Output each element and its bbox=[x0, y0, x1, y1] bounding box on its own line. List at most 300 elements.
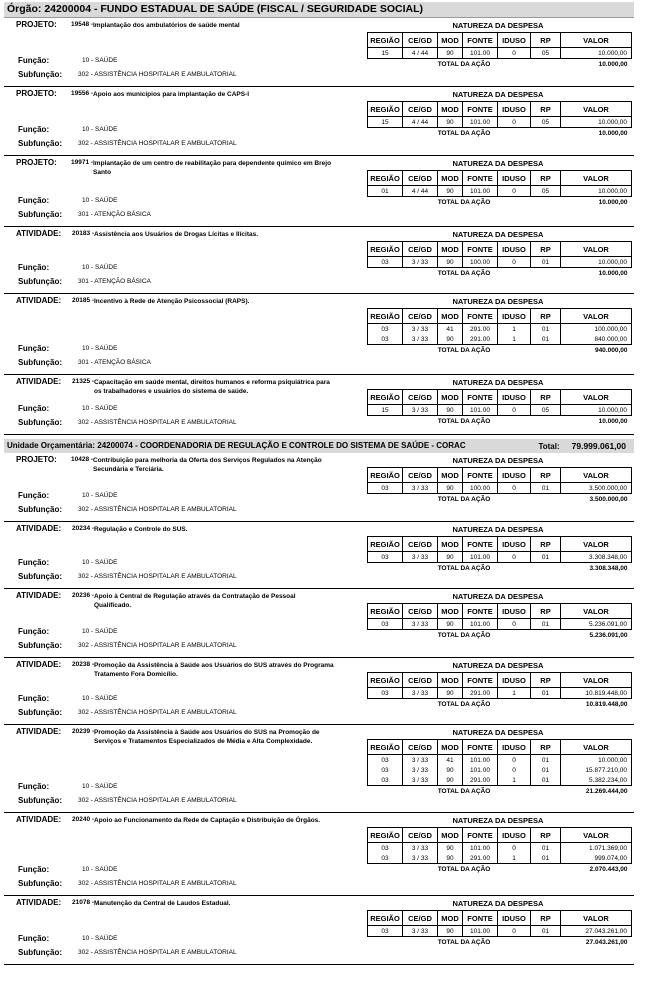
table-cell: 15 bbox=[368, 48, 403, 59]
unidade-label: Unidade Orçamentária: 24200074 - COORDENADORIA DE REGULAÇÃO E CONTROLE DO SISTEMA DE SAÚDE - CORAC bbox=[7, 441, 466, 450]
column-header-mod: MOD bbox=[438, 911, 463, 926]
funcao-label: Função: bbox=[18, 404, 50, 413]
total-row bbox=[368, 128, 632, 139]
table-cell: 03 bbox=[368, 324, 403, 335]
table-cell: 05 bbox=[531, 405, 561, 416]
total-acao-value: 3.500.000,00 bbox=[561, 494, 632, 505]
funcao-value: 10 - SAÚDE bbox=[82, 345, 118, 352]
subfuncao-value: 302 - ASSISTÊNCIA HOSPITALAR E AMBULATORIAL bbox=[78, 709, 237, 716]
subfuncao-value: 301 - ATENÇÃO BÁSICA bbox=[78, 359, 151, 366]
table-cell: 101.00 bbox=[463, 117, 498, 128]
column-header-ce-gd: CE/GD bbox=[403, 242, 438, 257]
funcao-value: 10 - SAÚDE bbox=[82, 197, 118, 204]
table-cell: 90 bbox=[438, 765, 463, 775]
table-cell: 3 / 33 bbox=[403, 843, 438, 854]
total-acao-label: TOTAL DA AÇÃO bbox=[368, 128, 561, 139]
total-row bbox=[368, 786, 632, 797]
action-description: Promoção da Assistência à Saúde aos Usuários do SUS na Promoção de Serviços e Tratamentos Especializados de Média e Alta Complexidade. bbox=[94, 729, 320, 745]
total-acao-value: 21.269.444,00 bbox=[561, 786, 632, 797]
natureza-da-despesa-title: NATUREZA DA DESPESA bbox=[452, 592, 544, 601]
table-cell: 10.000,00 bbox=[561, 48, 632, 59]
action-block bbox=[4, 87, 634, 156]
total-acao-value: 10.000,00 bbox=[561, 197, 632, 208]
table-cell: 101.00 bbox=[463, 186, 498, 197]
total-row bbox=[368, 416, 632, 427]
funcao-value: 10 - SAÚDE bbox=[82, 559, 118, 566]
subfuncao-value: 302 - ASSISTÊNCIA HOSPITALAR E AMBULATORIAL bbox=[78, 419, 237, 426]
funcao-label: Função: bbox=[18, 934, 50, 943]
action-description: Manutenção da Central de Laudos Estadual. bbox=[94, 900, 231, 907]
total-acao-value: 5.236.091,00 bbox=[561, 630, 632, 641]
action-kind-label: ATIVIDADE: bbox=[16, 296, 62, 305]
table-cell: 0 bbox=[498, 117, 531, 128]
table-cell: 10.000,00 bbox=[561, 755, 632, 766]
table-cell: 10.000,00 bbox=[561, 405, 632, 416]
natureza-table bbox=[367, 101, 632, 138]
action-description: Apoio aos municípios para implantação de CAPS-I bbox=[93, 91, 250, 98]
table-cell: 100.00 bbox=[463, 257, 498, 268]
funcao-label: Função: bbox=[18, 344, 50, 353]
table-cell: 03 bbox=[368, 765, 403, 775]
table-cell: 3 / 33 bbox=[403, 257, 438, 268]
subfuncao-value: 302 - ASSISTÊNCIA HOSPITALAR E AMBULATORIAL bbox=[78, 797, 237, 804]
table-row bbox=[368, 48, 632, 59]
column-header-iduso: IDUSO bbox=[498, 911, 531, 926]
action-kind-label: PROJETO: bbox=[16, 158, 57, 167]
action-description: Promoção da Assistência à Saúde aos Usuários do SUS através do Programa Tratamento Fora Domicílio. bbox=[94, 662, 334, 678]
natureza-da-despesa-title: NATUREZA DA DESPESA bbox=[452, 297, 544, 306]
table-cell: 90 bbox=[438, 688, 463, 699]
column-header-rp: RP bbox=[531, 911, 561, 926]
action-description: Incentivo à Rede de Atenção Psicossocial (RAPS). bbox=[94, 298, 250, 305]
action-code: 20240 - bbox=[72, 816, 95, 823]
table-cell: 3 / 33 bbox=[403, 619, 438, 630]
table-cell: 01 bbox=[531, 334, 561, 345]
table-row bbox=[368, 853, 632, 864]
natureza-da-despesa-title: NATUREZA DA DESPESA bbox=[452, 230, 544, 239]
table-cell: 0 bbox=[498, 552, 531, 563]
column-header-iduso: IDUSO bbox=[498, 33, 531, 48]
total-acao-value: 27.043.261,00 bbox=[561, 937, 632, 948]
table-cell: 3 / 33 bbox=[403, 853, 438, 864]
table-cell: 01 bbox=[531, 843, 561, 854]
action-kind-label: ATIVIDADE: bbox=[16, 377, 62, 386]
table-cell: 3.308.348,00 bbox=[561, 552, 632, 563]
total-acao-label: TOTAL DA AÇÃO bbox=[368, 416, 561, 427]
table-cell: 100.000,00 bbox=[561, 324, 632, 335]
action-kind-label: PROJETO: bbox=[16, 455, 57, 464]
column-header-mod: MOD bbox=[438, 828, 463, 843]
column-header-ce-gd: CE/GD bbox=[403, 102, 438, 117]
column-header-rp: RP bbox=[531, 33, 561, 48]
column-header-valor: VALOR bbox=[561, 242, 632, 257]
column-header-valor: VALOR bbox=[561, 740, 632, 755]
table-cell: 90 bbox=[438, 257, 463, 268]
subfuncao-label: Subfunção: bbox=[18, 210, 62, 219]
column-header-rp: RP bbox=[531, 242, 561, 257]
total-row bbox=[368, 699, 632, 710]
column-header-regiao: REGIÃO bbox=[368, 309, 403, 324]
column-header-fonte: FONTE bbox=[463, 102, 498, 117]
table-cell: 0 bbox=[498, 48, 531, 59]
table-row bbox=[368, 334, 632, 345]
natureza-da-despesa-title: NATUREZA DA DESPESA bbox=[452, 21, 544, 30]
table-cell: 03 bbox=[368, 257, 403, 268]
subfuncao-value: 302 - ASSISTÊNCIA HOSPITALAR E AMBULATORIAL bbox=[78, 506, 237, 513]
action-kind-label: PROJETO: bbox=[16, 20, 57, 29]
action-kind-label: ATIVIDADE: bbox=[16, 524, 62, 533]
table-cell: 90 bbox=[438, 483, 463, 494]
table-cell: 03 bbox=[368, 853, 403, 864]
table-row bbox=[368, 775, 632, 786]
column-header-rp: RP bbox=[531, 673, 561, 688]
table-cell: 03 bbox=[368, 619, 403, 630]
column-header-rp: RP bbox=[531, 102, 561, 117]
subfuncao-value: 302 - ASSISTÊNCIA HOSPITALAR E AMBULATORIAL bbox=[78, 880, 237, 887]
funcao-label: Função: bbox=[18, 782, 50, 791]
action-kind-label: PROJETO: bbox=[16, 89, 57, 98]
table-cell: 3 / 33 bbox=[403, 688, 438, 699]
subfuncao-label: Subfunção: bbox=[18, 358, 62, 367]
natureza-table bbox=[367, 389, 632, 426]
action-block bbox=[4, 725, 634, 813]
column-header-fonte: FONTE bbox=[463, 468, 498, 483]
natureza-da-despesa-title: NATUREZA DA DESPESA bbox=[452, 728, 544, 737]
subfuncao-label: Subfunção: bbox=[18, 418, 62, 427]
table-cell: 1 bbox=[498, 334, 531, 345]
table-cell: 90 bbox=[438, 926, 463, 937]
column-header-rp: RP bbox=[531, 171, 561, 186]
column-header-regiao: REGIÃO bbox=[368, 390, 403, 405]
table-row bbox=[368, 843, 632, 854]
column-header-rp: RP bbox=[531, 309, 561, 324]
table-row bbox=[368, 619, 632, 630]
column-header-iduso: IDUSO bbox=[498, 673, 531, 688]
table-cell: 90 bbox=[438, 186, 463, 197]
table-cell: 01 bbox=[531, 755, 561, 766]
table-cell: 0 bbox=[498, 186, 531, 197]
table-cell: 291.00 bbox=[463, 324, 498, 335]
table-cell: 1 bbox=[498, 324, 531, 335]
funcao-label: Função: bbox=[18, 865, 50, 874]
total-acao-label: TOTAL DA AÇÃO bbox=[368, 59, 561, 70]
column-header-valor: VALOR bbox=[561, 390, 632, 405]
table-cell: 01 bbox=[531, 324, 561, 335]
natureza-table bbox=[367, 308, 632, 355]
column-header-regiao: REGIÃO bbox=[368, 740, 403, 755]
table-cell: 01 bbox=[531, 483, 561, 494]
table-cell: 0 bbox=[498, 483, 531, 494]
table-cell: 05 bbox=[531, 117, 561, 128]
column-header-iduso: IDUSO bbox=[498, 309, 531, 324]
column-header-rp: RP bbox=[531, 468, 561, 483]
funcao-label: Função: bbox=[18, 125, 50, 134]
unidade-total-value: 79.999.061,00 bbox=[571, 441, 626, 451]
action-kind-label: ATIVIDADE: bbox=[16, 898, 62, 907]
table-cell: 10.000,00 bbox=[561, 117, 632, 128]
action-kind-label: ATIVIDADE: bbox=[16, 727, 62, 736]
table-cell: 3 / 33 bbox=[403, 926, 438, 937]
column-header-fonte: FONTE bbox=[463, 309, 498, 324]
column-header-ce-gd: CE/GD bbox=[403, 740, 438, 755]
table-cell: 05 bbox=[531, 186, 561, 197]
funcao-label: Função: bbox=[18, 56, 50, 65]
column-header-rp: RP bbox=[531, 828, 561, 843]
funcao-label: Função: bbox=[18, 627, 50, 636]
action-description: Apoio à Central de Regulação através da Contratação de Pessoal Qualificado. bbox=[94, 593, 296, 609]
funcao-value: 10 - SAÚDE bbox=[82, 628, 118, 635]
natureza-da-despesa-title: NATUREZA DA DESPESA bbox=[452, 816, 544, 825]
funcao-value: 10 - SAÚDE bbox=[82, 783, 118, 790]
column-header-regiao: REGIÃO bbox=[368, 537, 403, 552]
table-cell: 101.00 bbox=[463, 552, 498, 563]
funcao-label: Função: bbox=[18, 196, 50, 205]
table-cell: 101.00 bbox=[463, 405, 498, 416]
unidade-total-label: Total: bbox=[538, 442, 560, 451]
action-code: 20238 - bbox=[72, 661, 95, 668]
column-header-valor: VALOR bbox=[561, 828, 632, 843]
action-block bbox=[4, 294, 634, 375]
column-header-mod: MOD bbox=[438, 171, 463, 186]
table-cell: 03 bbox=[368, 334, 403, 345]
total-acao-label: TOTAL DA AÇÃO bbox=[368, 268, 561, 279]
unidade-total bbox=[538, 439, 626, 454]
total-acao-value: 10.000,00 bbox=[561, 59, 632, 70]
column-header-mod: MOD bbox=[438, 242, 463, 257]
column-header-mod: MOD bbox=[438, 102, 463, 117]
table-cell: 15 bbox=[368, 405, 403, 416]
table-cell: 05 bbox=[531, 48, 561, 59]
column-header-mod: MOD bbox=[438, 604, 463, 619]
column-header-ce-gd: CE/GD bbox=[403, 468, 438, 483]
action-description: Regulação e Controle do SUS. bbox=[94, 526, 188, 533]
column-header-rp: RP bbox=[531, 604, 561, 619]
funcao-value: 10 - SAÚDE bbox=[82, 695, 118, 702]
table-cell: 3.500.000,00 bbox=[561, 483, 632, 494]
column-header-iduso: IDUSO bbox=[498, 102, 531, 117]
natureza-da-despesa-title: NATUREZA DA DESPESA bbox=[452, 456, 544, 465]
table-cell: 0 bbox=[498, 257, 531, 268]
table-cell: 90 bbox=[438, 843, 463, 854]
table-cell: 3 / 33 bbox=[403, 765, 438, 775]
subfuncao-value: 302 - ASSISTÊNCIA HOSPITALAR E AMBULATORIAL bbox=[78, 949, 237, 956]
funcao-value: 10 - SAÚDE bbox=[82, 866, 118, 873]
column-header-regiao: REGIÃO bbox=[368, 242, 403, 257]
table-cell: 41 bbox=[438, 324, 463, 335]
column-header-ce-gd: CE/GD bbox=[403, 604, 438, 619]
action-block bbox=[4, 658, 634, 725]
column-header-iduso: IDUSO bbox=[498, 537, 531, 552]
total-acao-label: TOTAL DA AÇÃO bbox=[368, 786, 561, 797]
action-block bbox=[4, 896, 634, 965]
table-cell: 01 bbox=[368, 186, 403, 197]
column-header-mod: MOD bbox=[438, 33, 463, 48]
table-cell: 03 bbox=[368, 755, 403, 766]
table-cell: 01 bbox=[531, 926, 561, 937]
total-acao-label: TOTAL DA AÇÃO bbox=[368, 563, 561, 574]
column-header-iduso: IDUSO bbox=[498, 828, 531, 843]
table-cell: 291.00 bbox=[463, 775, 498, 786]
action-description: Apoio ao Funcionamento da Rede de Captação e Distribuição de Órgãos. bbox=[94, 817, 321, 824]
table-cell: 291.00 bbox=[463, 334, 498, 345]
funcao-label: Função: bbox=[18, 491, 50, 500]
table-cell: 01 bbox=[531, 552, 561, 563]
funcao-value: 10 - SAÚDE bbox=[82, 264, 118, 271]
action-block bbox=[4, 589, 634, 658]
total-row bbox=[368, 59, 632, 70]
action-kind-label: ATIVIDADE: bbox=[16, 815, 62, 824]
table-cell: 3 / 33 bbox=[403, 552, 438, 563]
table-cell: 01 bbox=[531, 619, 561, 630]
action-block bbox=[4, 813, 634, 896]
table-cell: 90 bbox=[438, 853, 463, 864]
column-header-valor: VALOR bbox=[561, 537, 632, 552]
natureza-da-despesa-title: NATUREZA DA DESPESA bbox=[452, 525, 544, 534]
table-row bbox=[368, 117, 632, 128]
column-header-ce-gd: CE/GD bbox=[403, 673, 438, 688]
table-cell: 15.877.210,00 bbox=[561, 765, 632, 775]
table-cell: 41 bbox=[438, 755, 463, 766]
table-cell: 3 / 33 bbox=[403, 483, 438, 494]
column-header-valor: VALOR bbox=[561, 309, 632, 324]
funcao-label: Função: bbox=[18, 558, 50, 567]
table-cell: 10.000,00 bbox=[561, 186, 632, 197]
column-header-iduso: IDUSO bbox=[498, 468, 531, 483]
table-cell: 3 / 33 bbox=[403, 405, 438, 416]
column-header-iduso: IDUSO bbox=[498, 390, 531, 405]
table-row bbox=[368, 186, 632, 197]
actions-list bbox=[4, 18, 645, 965]
column-header-valor: VALOR bbox=[561, 468, 632, 483]
action-code: 21325 - bbox=[72, 378, 95, 385]
subfuncao-label: Subfunção: bbox=[18, 879, 62, 888]
column-header-rp: RP bbox=[531, 390, 561, 405]
total-row bbox=[368, 494, 632, 505]
column-header-regiao: REGIÃO bbox=[368, 171, 403, 186]
table-cell: 0 bbox=[498, 765, 531, 775]
table-cell: 100.00 bbox=[463, 483, 498, 494]
action-description: Implantação dos ambulatórios de saúde mental bbox=[93, 22, 240, 29]
subfuncao-value: 302 - ASSISTÊNCIA HOSPITALAR E AMBULATORIAL bbox=[78, 573, 237, 580]
column-header-fonte: FONTE bbox=[463, 537, 498, 552]
table-cell: 01 bbox=[531, 688, 561, 699]
column-header-ce-gd: CE/GD bbox=[403, 828, 438, 843]
table-cell: 101.00 bbox=[463, 765, 498, 775]
natureza-table bbox=[367, 536, 632, 573]
funcao-value: 10 - SAÚDE bbox=[82, 405, 118, 412]
column-header-regiao: REGIÃO bbox=[368, 33, 403, 48]
column-header-fonte: FONTE bbox=[463, 171, 498, 186]
table-cell: 3 / 33 bbox=[403, 324, 438, 335]
table-row bbox=[368, 324, 632, 335]
column-header-mod: MOD bbox=[438, 309, 463, 324]
table-row bbox=[368, 926, 632, 937]
column-header-rp: RP bbox=[531, 740, 561, 755]
column-header-valor: VALOR bbox=[561, 673, 632, 688]
subfuncao-label: Subfunção: bbox=[18, 708, 62, 717]
natureza-da-despesa-title: NATUREZA DA DESPESA bbox=[452, 899, 544, 908]
unidade-orcamentaria-header bbox=[4, 439, 634, 453]
table-cell: 291.00 bbox=[463, 853, 498, 864]
action-code: 20185 - bbox=[72, 297, 95, 304]
column-header-mod: MOD bbox=[438, 468, 463, 483]
action-kind-label: ATIVIDADE: bbox=[16, 229, 62, 238]
funcao-value: 10 - SAÚDE bbox=[82, 935, 118, 942]
total-acao-value: 10.000,00 bbox=[561, 416, 632, 427]
table-row bbox=[368, 405, 632, 416]
column-header-ce-gd: CE/GD bbox=[403, 171, 438, 186]
total-acao-value: 940.000,00 bbox=[561, 345, 632, 356]
column-header-ce-gd: CE/GD bbox=[403, 390, 438, 405]
action-description: Contribuição para melhoria da Oferta dos Serviços Regulados na Atenção Secundária e Terciária. bbox=[93, 457, 322, 473]
column-header-fonte: FONTE bbox=[463, 911, 498, 926]
column-header-regiao: REGIÃO bbox=[368, 673, 403, 688]
total-row bbox=[368, 563, 632, 574]
table-cell: 291.00 bbox=[463, 688, 498, 699]
column-header-regiao: REGIÃO bbox=[368, 468, 403, 483]
subfuncao-label: Subfunção: bbox=[18, 139, 62, 148]
column-header-mod: MOD bbox=[438, 390, 463, 405]
table-cell: 101.00 bbox=[463, 926, 498, 937]
column-header-mod: MOD bbox=[438, 537, 463, 552]
column-header-iduso: IDUSO bbox=[498, 604, 531, 619]
total-acao-value: 3.308.348,00 bbox=[561, 563, 632, 574]
action-code: 10428 - bbox=[71, 456, 94, 463]
subfuncao-label: Subfunção: bbox=[18, 572, 62, 581]
column-header-valor: VALOR bbox=[561, 102, 632, 117]
column-header-regiao: REGIÃO bbox=[368, 911, 403, 926]
total-acao-label: TOTAL DA AÇÃO bbox=[368, 937, 561, 948]
table-row bbox=[368, 552, 632, 563]
funcao-value: 10 - SAÚDE bbox=[82, 126, 118, 133]
table-cell: 4 / 44 bbox=[403, 117, 438, 128]
table-cell: 01 bbox=[531, 853, 561, 864]
table-cell: 0 bbox=[498, 843, 531, 854]
action-kind-label: ATIVIDADE: bbox=[16, 591, 62, 600]
column-header-fonte: FONTE bbox=[463, 673, 498, 688]
total-acao-label: TOTAL DA AÇÃO bbox=[368, 494, 561, 505]
table-cell: 90 bbox=[438, 775, 463, 786]
table-cell: 90 bbox=[438, 619, 463, 630]
table-cell: 3 / 33 bbox=[403, 755, 438, 766]
funcao-label: Função: bbox=[18, 263, 50, 272]
table-cell: 1.071.369,00 bbox=[561, 843, 632, 854]
column-header-ce-gd: CE/GD bbox=[403, 33, 438, 48]
column-header-mod: MOD bbox=[438, 740, 463, 755]
table-cell: 101.00 bbox=[463, 755, 498, 766]
total-acao-value: 10.000,00 bbox=[561, 128, 632, 139]
total-acao-label: TOTAL DA AÇÃO bbox=[368, 197, 561, 208]
column-header-fonte: FONTE bbox=[463, 828, 498, 843]
table-cell: 01 bbox=[531, 775, 561, 786]
orgao-header: Órgão: 24200004 - FUNDO ESTADUAL DE SAÚDE (FISCAL / SEGURIDADE SOCIAL) bbox=[4, 2, 634, 18]
natureza-table bbox=[367, 827, 632, 874]
table-cell: 10.000,00 bbox=[561, 257, 632, 268]
total-acao-label: TOTAL DA AÇÃO bbox=[368, 345, 561, 356]
action-block bbox=[4, 522, 634, 589]
table-cell: 03 bbox=[368, 688, 403, 699]
total-acao-value: 10.000,00 bbox=[561, 268, 632, 279]
column-header-ce-gd: CE/GD bbox=[403, 911, 438, 926]
column-header-iduso: IDUSO bbox=[498, 171, 531, 186]
table-cell: 1 bbox=[498, 688, 531, 699]
table-cell: 101.00 bbox=[463, 619, 498, 630]
total-acao-label: TOTAL DA AÇÃO bbox=[368, 699, 561, 710]
table-cell: 0 bbox=[498, 405, 531, 416]
table-row bbox=[368, 688, 632, 699]
natureza-table bbox=[367, 672, 632, 709]
column-header-ce-gd: CE/GD bbox=[403, 537, 438, 552]
